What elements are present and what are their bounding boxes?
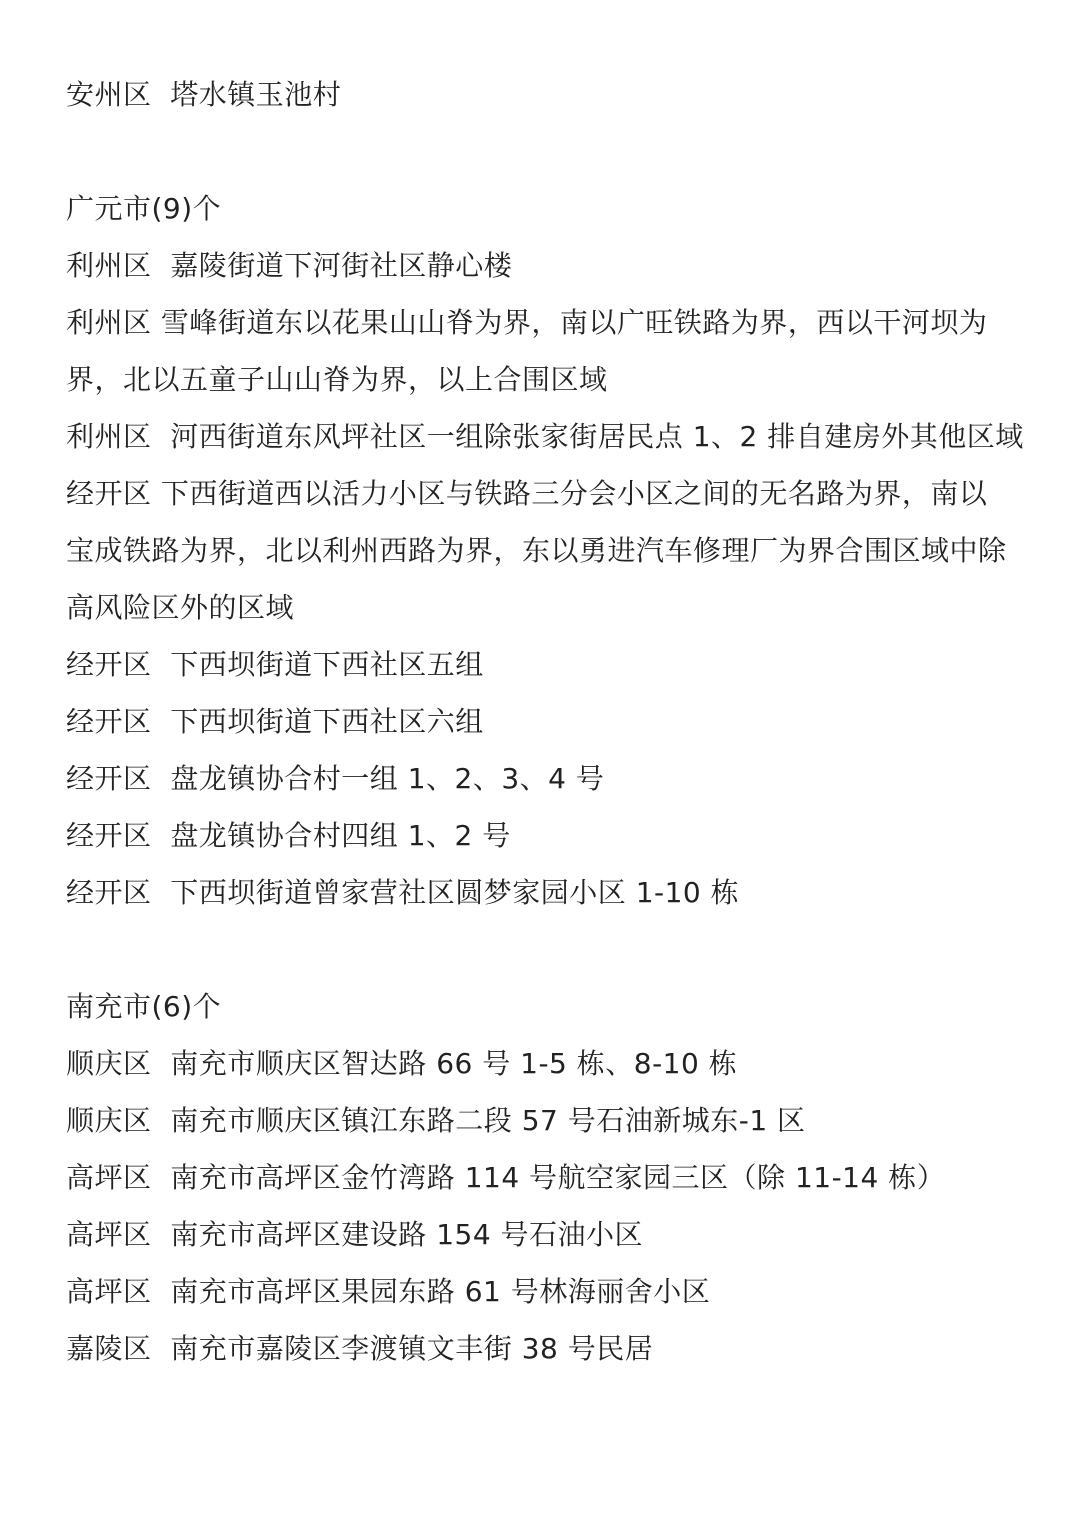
- section-heading: 广元市(9)个: [66, 192, 222, 225]
- list-item-part: 界，北以五童子山山脊为界，以上合围区域: [66, 363, 608, 396]
- list-item: 顺庆区 南充市顺庆区智达路 66 号 1-5 栋、8-10 栋: [66, 1047, 738, 1080]
- list-item-part: 高风险区外的区域: [66, 591, 295, 624]
- intro-line: 安州区 塔水镇玉池村: [66, 78, 342, 111]
- document-page: [66, 66, 1026, 1377]
- list-item: 经开区 盘龙镇协合村四组 1、2 号: [66, 819, 511, 852]
- list-item: [66, 294, 1026, 408]
- list-item: 经开区 盘龙镇协合村一组 1、2、3、4 号: [66, 762, 605, 795]
- list-item-part: 经开区 下西街道西以活力小区与铁路三分会小区之间的无名路为界，南以: [66, 477, 988, 510]
- list-item: 高坪区 南充市高坪区果园东路 61 号林海丽舍小区: [66, 1275, 711, 1308]
- list-item: 高坪区 南充市高坪区建设路 154 号石油小区: [66, 1218, 644, 1251]
- list-item: 嘉陵区 南充市嘉陵区李渡镇文丰街 38 号民居: [66, 1332, 654, 1365]
- list-item: 利州区 嘉陵街道下河街社区静心楼: [66, 249, 513, 282]
- list-item: [66, 465, 1026, 636]
- list-item: 高坪区 南充市高坪区金竹湾路 114 号航空家园三区（除 11-14 栋）: [66, 1161, 946, 1194]
- list-item: 经开区 下西坝街道下西社区六组: [66, 705, 484, 738]
- section-spacer: [66, 123, 1026, 180]
- section-guangyuan: [66, 180, 1026, 921]
- section-nanchong: [66, 978, 1026, 1377]
- list-item: 利州区 河西街道东风坪社区一组除张家街居民点 1、2 排自建房外其他区域: [66, 420, 1024, 453]
- list-item-part: 宝成铁路为界，北以利州西路为界，东以勇进汽车修理厂为界合围区域中除: [66, 534, 1007, 567]
- list-item: 经开区 下西坝街道曾家营社区圆梦家园小区 1-10 栋: [66, 876, 740, 909]
- section-spacer: [66, 921, 1026, 978]
- list-item: 经开区 下西坝街道下西社区五组: [66, 648, 484, 681]
- section-heading: 南充市(6)个: [66, 990, 222, 1023]
- list-item-part: 利州区 雪峰街道东以花果山山脊为界，南以广旺铁路为界，西以干河坝为: [66, 306, 988, 339]
- list-item: 顺庆区 南充市顺庆区镇江东路二段 57 号石油新城东-1 区: [66, 1104, 806, 1137]
